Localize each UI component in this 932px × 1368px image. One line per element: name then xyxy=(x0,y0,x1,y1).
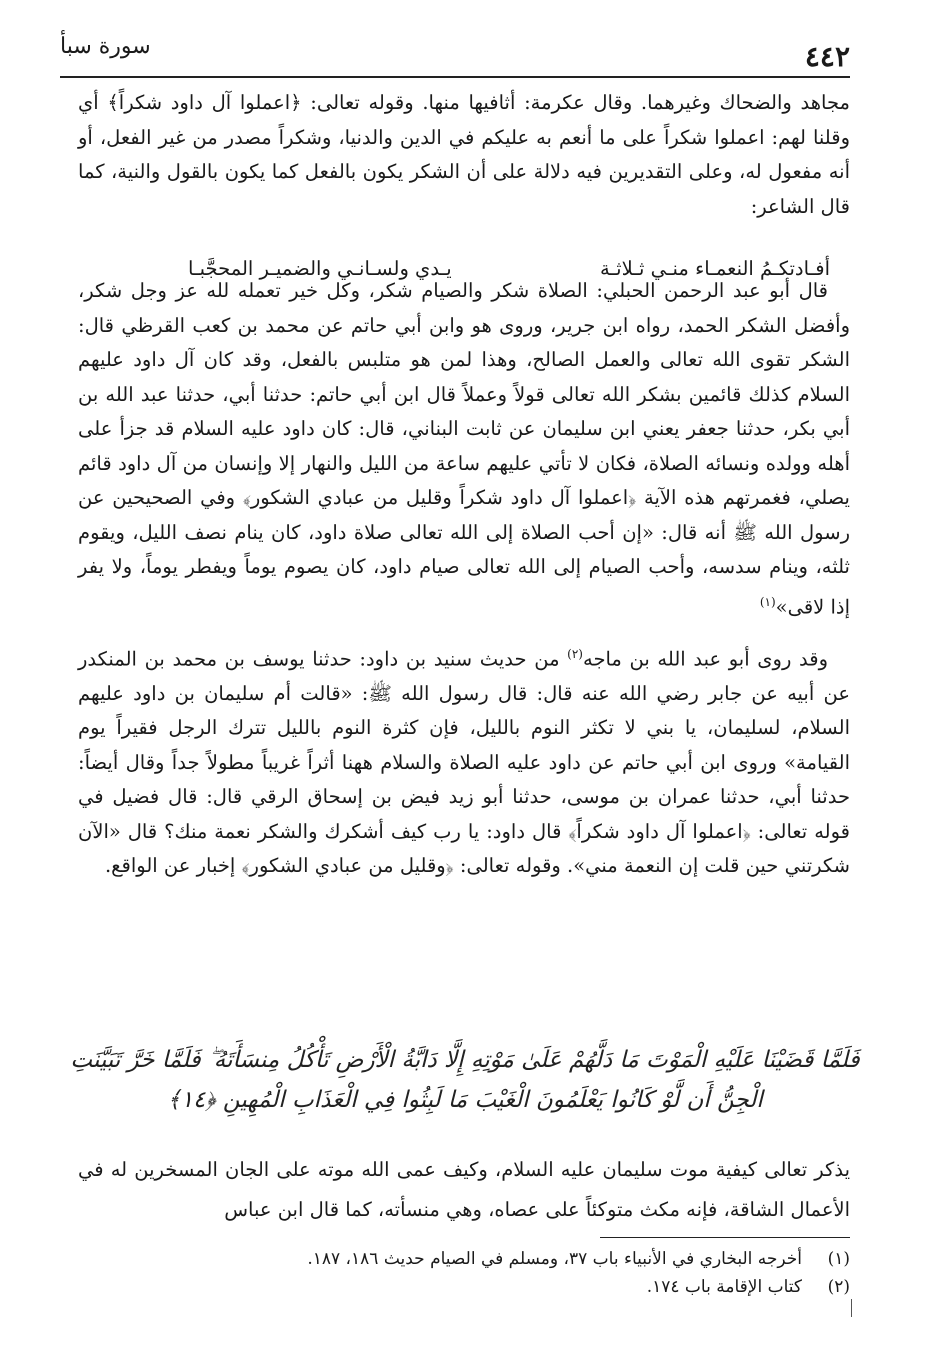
footnote-ref-2[interactable]: (٢) xyxy=(567,646,583,661)
paragraph-3-text-a: وقد روى أبو عبد الله بن ماجه xyxy=(582,647,828,670)
footnote-text: كتاب الإقامة باب ١٧٤. xyxy=(646,1277,802,1297)
paragraph-1: مجاهد والضحاك وغيرهما. وقال عكرمة: أثافيها منها. وقوله تعالى: ﴿اعملوا آل داود شكراً﴾ أي وقلنا لهم: اعملوا شكراً على ما أنعم به عليكم في الدين والدنيا، وشكراً مصدر من غير الفعل، أو أنه مفعول له، وعلى التقديرين فيه دلالة على أن الشكر يكون بالفعل كما يكون بالقول والنية، كما قال الشاعر: xyxy=(78,91,850,218)
footnote-number: (٢) xyxy=(827,1277,850,1297)
footnote-ref-1[interactable]: (١) xyxy=(759,594,776,609)
footnote-divider xyxy=(600,1237,850,1238)
surah-title: سورة سبأ xyxy=(60,34,151,59)
paragraph-2-text: قال أبو عبد الرحمن الحبلي: الصلاة شكر والصيام شكر، وكل خير تعمله لله عز وجل شكر، وأفضل الشكر الحمد، رواه ابن جرير، وروى هو وابن أبي حاتم عن محمد بن كعب القرظي قال: الشكر تقوى الله تعالى والعمل الصالح، وهذا لمن هو متلبس بالفعل، وقد كان آل داود عليهم السلام كذلك قائمين بشكر الله تعالى قولاً وعملاً قال ابن أبي حاتم: حدثنا أبي، حدثنا عبد الله بن أبي بكر، حدثنا جعفر يعني ابن سليمان عن ثابت البناني، قال: كان داود عليه السلام قد جزأ على أهله وولده ونسائه الصلاة، فكان لا تأتي عليهم ساعة من الليل والنهار إلا وإنسان من آل داود قائم يصلي، فغمرتهم هذه الآية ﴿اعملوا آل داود شكراً وقليل من عبادي الشكور﴾ وفي الصحيحين عن رسول الله ﷺ أنه قال: «إن أحب الصلاة إلى الله تعالى صلاة داود، كان ينام نصف الليل، ويقوم ثلثه، وينام سدسه، وأحب الصيام إلى الله تعالى صيام داود، كان يصوم يوماً ويفطر يوماً، ولا يفر إذا لاقى» xyxy=(78,279,850,618)
footnote-text: أخرجه البخاري في الأنبياء باب ٣٧، ومسلم في الصيام حديث ١٨٦، ١٨٧. xyxy=(307,1249,802,1269)
ayah-number: ﴿١٤﴾ xyxy=(167,1087,216,1113)
footnote-1 xyxy=(150,1245,850,1273)
quran-verse-text: فَلَمَّا قَضَيْنَا عَلَيْهِ الْمَوْتَ مَا دَلَّهُمْ عَلَىٰ مَوْتِهِ إِلَّا دَابَّةُ الْأَرْضِ تَأْكُلُ مِنسَأَتَهُ ۖ فَلَمَّا خَرَّ تَبَيَّنَتِ الْجِنُّ أَن لَّوْ كَانُوا يَعْلَمُونَ الْغَيْبَ مَا لَبِثُوا فِي الْعَذَابِ الْمُهِينِ xyxy=(70,1047,860,1113)
footnotes xyxy=(150,1245,850,1301)
footnote-2 xyxy=(150,1273,850,1301)
verse-first-hemistich: أفـادتكـمُ النعمـاء منـي ثـلاثـة xyxy=(600,257,830,280)
paragraph-3 xyxy=(78,637,850,884)
footnote-number: (١) xyxy=(827,1249,850,1269)
commentary-paragraph: يذكر تعالى كيفية موت سليمان عليه السلام، وكيف عمى الله موته على الجان المسخرين له في الأعمال الشاقة، فإنه مكث متوكئاً على عصاه، وهي منسأته، كما قال ابن عباس xyxy=(78,1158,850,1221)
poetry-verse xyxy=(78,257,850,293)
page-header xyxy=(60,28,850,74)
quran-verse xyxy=(70,1040,860,1120)
header-divider xyxy=(60,76,850,78)
page-number: ٤٤٢ xyxy=(804,40,850,73)
verse-second-hemistich: يـدي ولسـانـي والضميـر المحجَّبـا xyxy=(188,257,452,280)
paragraph-3-text-b: من حديث سنيد بن داود: حدثنا يوسف بن محمد بن المنكدر عن أبيه عن جابر رضي الله عنه قال: قال رسول الله ﷺ: «قالت أم سليمان بن داود عليهم السلام، لسليمان، يا بني لا تكثر النوم بالليل، فإن كثرة النوم بالليل تترك الرجل فقيراً يوم القيامة» وروى ابن أبي حاتم عن داود عليه الصلاة والسلام ههنا أثراً غريباً مطولاً جداً وقال أيضاً: حدثنا أبي، حدثنا عمران بن موسى، حدثنا أبو زيد فيض بن إسحاق الرقي قال: قال فضيل في قوله تعالى: ﴿اعملوا آل داود شكراً﴾ قال داود: يا رب كيف أشكرك والشكر نعمة منك؟ قال «الآن شكرتني حين قلت إن النعمة مني». وقوله تعالى: ﴿وقليل من عبادي الشكور﴾ إخبار عن الواقع. xyxy=(78,647,850,877)
paragraph-2 xyxy=(78,274,850,625)
main-text xyxy=(78,86,850,884)
margin-mark xyxy=(851,1299,852,1317)
